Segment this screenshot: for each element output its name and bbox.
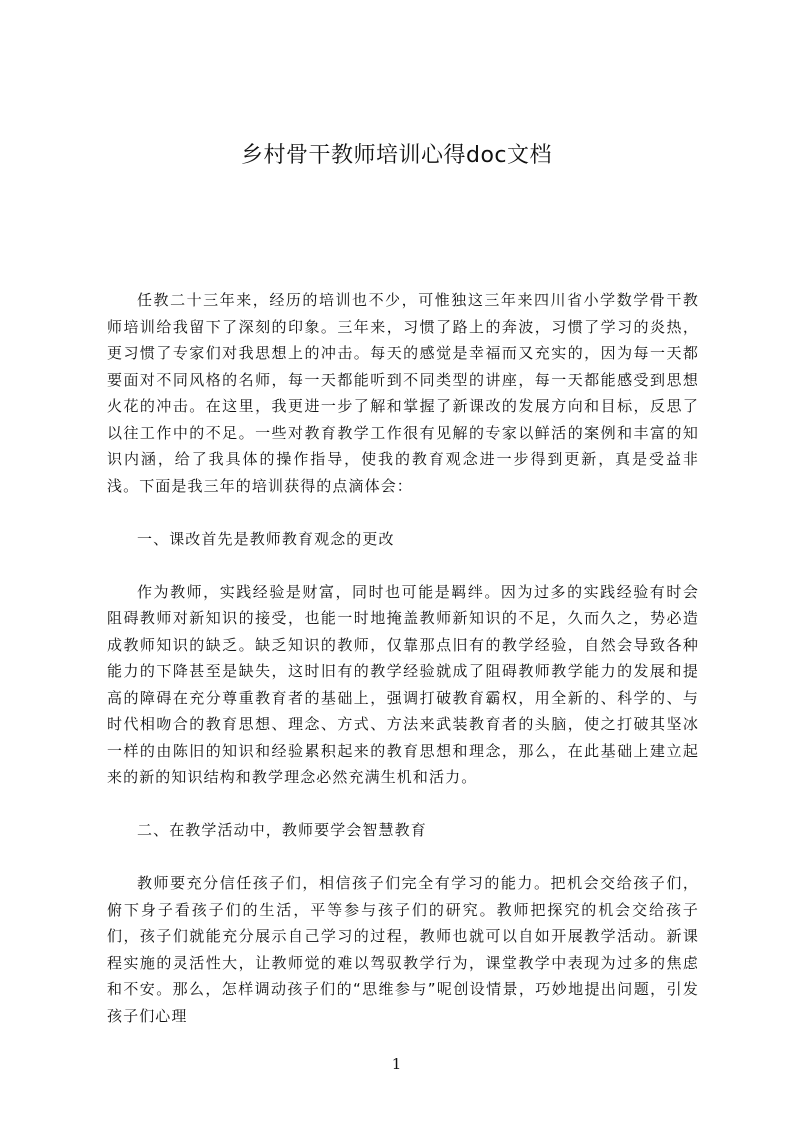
section-1-paragraph: 作为教师，实践经验是财富，同时也可能是羁绊。因为过多的实践经验有时会阻碍教师对新知识的接受，也能一时地掩盖教师新知识的不足，久而久之，势必造成教师知识的缺乏。缺乏知识的教师，仅靠那点旧有的教学经验，自然会导致各种能力的下降甚至是缺失，这时旧有的教学经验就成了阻碍教师教学能力的发展和提高的障碍在充分尊重教育者的基础上，强调打破教育霸权，用全新的、科学的、与时代相吻合的教育思想、理念、方式、方法来武装教育者的头脑，使之打破其坚冰一样的由陈旧的知识和经验累积起来的教育思想和理念，那么，在此基础上建立起来的新的知识结构和教学理念必然充满生机和活力。 bbox=[107, 582, 699, 786]
document-title: 乡村骨干教师培训心得doc文档 bbox=[240, 143, 553, 168]
document-body bbox=[107, 287, 699, 1029]
paragraph-gap bbox=[107, 552, 699, 579]
section-heading-1: 一、课改首先是教师教育观念的更改 bbox=[137, 529, 395, 548]
paragraph-gap bbox=[107, 844, 699, 871]
section-heading-2: 二、在教学活动中，教师要学会智慧教育 bbox=[137, 821, 427, 839]
paragraph-gap bbox=[107, 791, 699, 818]
page-number: 1 bbox=[391, 1055, 402, 1073]
paragraph-gap bbox=[107, 499, 699, 526]
section-2-paragraph: 教师要充分信任孩子们，相信孩子们完全有学习的能力。把机会交给孩子们，俯下身子看孩子们的生活，平等参与孩子们的研究。教师把探究的机会交给孩子们，孩子们就能充分展示自己学习的过程，教师也就可以自如开展教学活动。新课程实施的灵活性大，让教师觉的难以驾驭教学行为，课堂教学中表现为过多的焦虑和不安。那么，怎样调动孩子们的“思维参与”呢创设情景，巧妙地提出问题，引发孩子们心理 bbox=[107, 874, 699, 1025]
intro-paragraph: 任教二十三年来，经历的培训也不少，可惟独这三年来四川省小学数学骨干教师培训给我留下了深刻的印象。三年来，习惯了路上的奔波，习惯了学习的炎热，更习惯了专家们对我思想上的冲击。每天的感觉是幸福而又充实的，因为每一天都要面对不同风格的名师，每一天都能听到不同类型的讲座，每一天都能感受到思想火花的冲击。在这里，我更进一步了解和掌握了新课改的发展方向和目标，反思了以往工作中的不足。一些对教育教学工作很有见解的专家以鲜活的案例和丰富的知识内涵，给了我具体的操作指导，使我的教育观念进一步得到更新，真是受益非浅。下面是我三年的培训获得的点滴体会： bbox=[107, 291, 699, 495]
